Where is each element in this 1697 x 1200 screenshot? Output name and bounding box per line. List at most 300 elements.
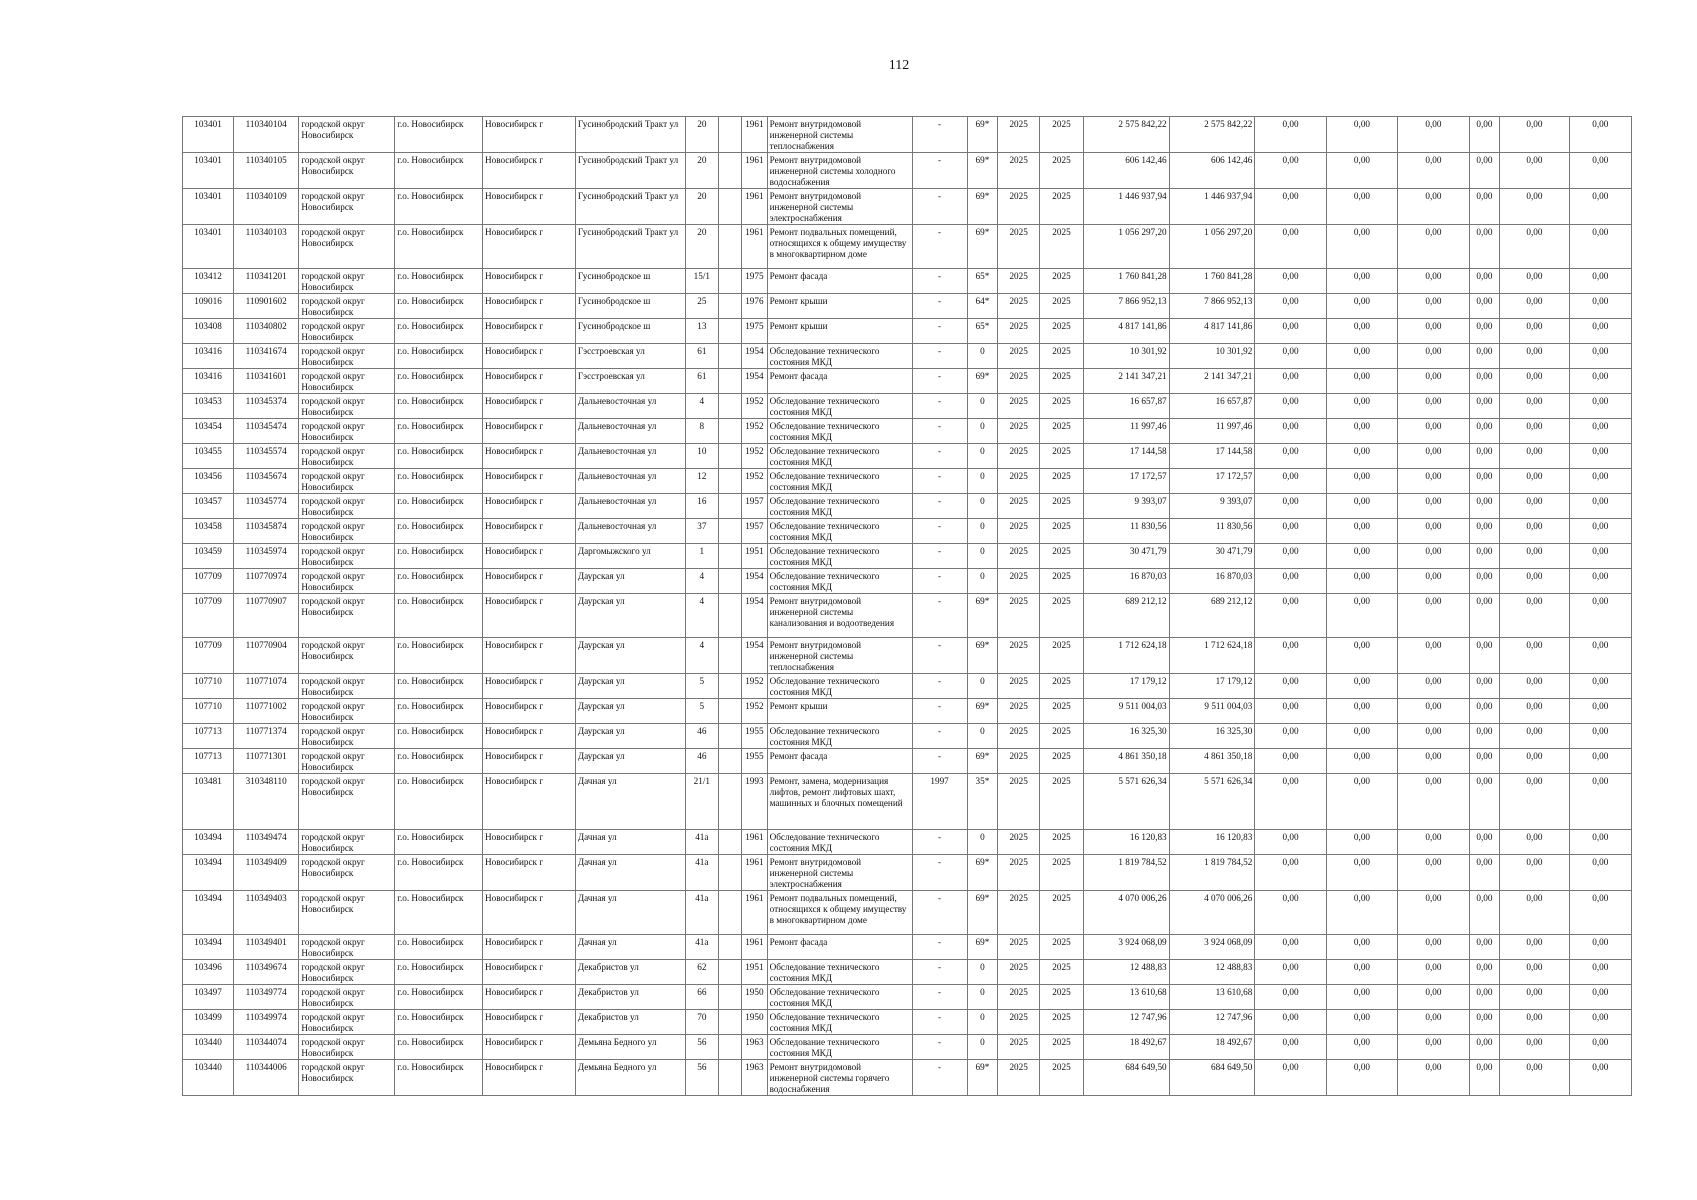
cell-id: 103454 [183, 419, 234, 444]
cell-value-3: 0,00 [1398, 225, 1469, 269]
cell-building [718, 855, 741, 891]
cell-value-1: 0,00 [1255, 960, 1326, 985]
cell-urban-okrug: г.о. Новосибирск [395, 394, 483, 419]
cell-build-year: 1961 [742, 189, 768, 225]
cell-work-type: Ремонт крыши [767, 294, 912, 319]
cell-urban-okrug: г.о. Новосибирск [395, 774, 483, 830]
table-row [183, 985, 1632, 1010]
cell-urban-okrug: г.о. Новосибирск [395, 749, 483, 774]
cell-value-3: 0,00 [1398, 1010, 1469, 1035]
cell-plan-year-end: 2025 [1040, 469, 1084, 494]
cell-house-number: 41а [686, 891, 719, 935]
cell-value-1: 0,00 [1255, 855, 1326, 891]
cell-house-number: 4 [686, 594, 719, 638]
cell-value-3: 0,00 [1398, 469, 1469, 494]
cell-work-type: Обследование технического состояния МКД [767, 419, 912, 444]
cell-settlement: Новосибирск г [482, 830, 575, 855]
table-row [183, 1010, 1632, 1035]
cell-value-2: 0,00 [1326, 544, 1397, 569]
cell-house-number: 37 [686, 519, 719, 544]
cell-building [718, 225, 741, 269]
cell-value-5: 0,00 [1500, 444, 1569, 469]
cell-value-1: 0,00 [1255, 891, 1326, 935]
cell-urban-okrug: г.о. Новосибирск [395, 117, 483, 153]
cell-value-2: 0,00 [1326, 1060, 1397, 1096]
cell-value-4: 0,00 [1469, 1060, 1500, 1096]
cell-last-repair-year: - [912, 891, 967, 935]
cell-urban-okrug: г.о. Новосибирск [395, 444, 483, 469]
cell-wear-percent: 69* [967, 855, 998, 891]
cell-id: 107713 [183, 749, 234, 774]
cell-code: 110771301 [234, 749, 299, 774]
cell-municipal-district: городской округ Новосибирск [299, 117, 395, 153]
cell-building [718, 830, 741, 855]
cell-value-6: 0,00 [1569, 985, 1631, 1010]
cell-value-6: 0,00 [1569, 494, 1631, 519]
cell-plan-year-start: 2025 [998, 830, 1040, 855]
cell-last-repair-year: - [912, 1035, 967, 1060]
cell-total-cost: 12 488,83 [1083, 960, 1169, 985]
cell-building [718, 494, 741, 519]
cell-urban-okrug: г.о. Новосибирск [395, 935, 483, 960]
cell-work-type: Ремонт фасада [767, 269, 912, 294]
cell-build-year: 1961 [742, 225, 768, 269]
cell-urban-okrug: г.о. Новосибирск [395, 699, 483, 724]
cell-last-repair-year: - [912, 1060, 967, 1096]
table-row [183, 960, 1632, 985]
cell-value-6: 0,00 [1569, 699, 1631, 724]
cell-value-1: 0,00 [1255, 594, 1326, 638]
cell-value-4: 0,00 [1469, 225, 1500, 269]
table-row [183, 344, 1632, 369]
cell-value-3: 0,00 [1398, 269, 1469, 294]
cell-plan-year-start: 2025 [998, 891, 1040, 935]
cell-wear-percent: 0 [967, 544, 998, 569]
cell-settlement: Новосибирск г [482, 319, 575, 344]
cell-building [718, 749, 741, 774]
cell-wear-percent: 0 [967, 830, 998, 855]
cell-id: 103494 [183, 891, 234, 935]
cell-value-3: 0,00 [1398, 519, 1469, 544]
table-row [183, 674, 1632, 699]
cell-wear-percent: 0 [967, 960, 998, 985]
cell-code: 110349674 [234, 960, 299, 985]
cell-urban-okrug: г.о. Новосибирск [395, 1060, 483, 1096]
cell-id: 103457 [183, 494, 234, 519]
cell-value-1: 0,00 [1255, 638, 1326, 674]
cell-value-4: 0,00 [1469, 638, 1500, 674]
cell-value-2: 0,00 [1326, 960, 1397, 985]
cell-build-year: 1952 [742, 444, 768, 469]
table-row [183, 117, 1632, 153]
cell-code: 110340104 [234, 117, 299, 153]
cell-last-repair-year: - [912, 294, 967, 319]
cell-build-year: 1993 [742, 774, 768, 830]
cell-building [718, 153, 741, 189]
cell-fund-cost: 1 760 841,28 [1169, 269, 1255, 294]
cell-id: 103499 [183, 1010, 234, 1035]
cell-urban-okrug: г.о. Новосибирск [395, 544, 483, 569]
cell-code: 110345574 [234, 444, 299, 469]
cell-street: Гусинобродское ш [575, 269, 685, 294]
cell-urban-okrug: г.о. Новосибирск [395, 724, 483, 749]
cell-build-year: 1976 [742, 294, 768, 319]
table-row [183, 544, 1632, 569]
cell-value-2: 0,00 [1326, 153, 1397, 189]
cell-value-1: 0,00 [1255, 1010, 1326, 1035]
cell-wear-percent: 69* [967, 369, 998, 394]
cell-plan-year-start: 2025 [998, 189, 1040, 225]
cell-value-3: 0,00 [1398, 699, 1469, 724]
cell-value-1: 0,00 [1255, 985, 1326, 1010]
cell-value-6: 0,00 [1569, 594, 1631, 638]
cell-building [718, 419, 741, 444]
cell-wear-percent: 69* [967, 594, 998, 638]
cell-code: 110349774 [234, 985, 299, 1010]
cell-wear-percent: 69* [967, 638, 998, 674]
cell-building [718, 544, 741, 569]
cell-build-year: 1954 [742, 369, 768, 394]
cell-code: 110341601 [234, 369, 299, 394]
cell-street: Даурская ул [575, 674, 685, 699]
cell-house-number: 21/1 [686, 774, 719, 830]
cell-settlement: Новосибирск г [482, 189, 575, 225]
cell-value-2: 0,00 [1326, 225, 1397, 269]
cell-plan-year-end: 2025 [1040, 269, 1084, 294]
page-number: 112 [888, 58, 910, 73]
cell-house-number: 41а [686, 830, 719, 855]
cell-value-1: 0,00 [1255, 294, 1326, 319]
cell-code: 110771374 [234, 724, 299, 749]
cell-urban-okrug: г.о. Новосибирск [395, 674, 483, 699]
cell-value-1: 0,00 [1255, 774, 1326, 830]
cell-work-type: Ремонт внутридомовой инженерной системы электроснабжения [767, 189, 912, 225]
cell-build-year: 1954 [742, 569, 768, 594]
cell-street: Даурская ул [575, 699, 685, 724]
cell-value-2: 0,00 [1326, 594, 1397, 638]
cell-id: 103456 [183, 469, 234, 494]
cell-total-cost: 17 144,58 [1083, 444, 1169, 469]
cell-value-2: 0,00 [1326, 419, 1397, 444]
cell-value-6: 0,00 [1569, 294, 1631, 319]
table-row [183, 189, 1632, 225]
cell-build-year: 1954 [742, 594, 768, 638]
cell-value-6: 0,00 [1569, 1010, 1631, 1035]
cell-id: 107709 [183, 569, 234, 594]
cell-code: 110345974 [234, 544, 299, 569]
cell-id: 103412 [183, 269, 234, 294]
cell-settlement: Новосибирск г [482, 344, 575, 369]
cell-value-4: 0,00 [1469, 830, 1500, 855]
cell-total-cost: 10 301,92 [1083, 344, 1169, 369]
cell-id: 103440 [183, 1060, 234, 1096]
table-row [183, 935, 1632, 960]
cell-municipal-district: городской округ Новосибирск [299, 935, 395, 960]
cell-settlement: Новосибирск г [482, 1060, 575, 1096]
cell-fund-cost: 3 924 068,09 [1169, 935, 1255, 960]
cell-id: 103401 [183, 153, 234, 189]
cell-plan-year-start: 2025 [998, 855, 1040, 891]
cell-id: 107713 [183, 724, 234, 749]
cell-id: 103497 [183, 985, 234, 1010]
cell-plan-year-start: 2025 [998, 294, 1040, 319]
cell-fund-cost: 689 212,12 [1169, 594, 1255, 638]
cell-last-repair-year: - [912, 494, 967, 519]
cell-value-6: 0,00 [1569, 153, 1631, 189]
table-row [183, 749, 1632, 774]
cell-code: 110349474 [234, 830, 299, 855]
cell-value-1: 0,00 [1255, 469, 1326, 494]
cell-value-4: 0,00 [1469, 444, 1500, 469]
cell-house-number: 20 [686, 189, 719, 225]
cell-value-4: 0,00 [1469, 724, 1500, 749]
cell-municipal-district: городской округ Новосибирск [299, 749, 395, 774]
cell-house-number: 46 [686, 749, 719, 774]
cell-house-number: 4 [686, 638, 719, 674]
cell-id: 103494 [183, 855, 234, 891]
cell-street: Дачная ул [575, 891, 685, 935]
cell-value-6: 0,00 [1569, 855, 1631, 891]
cell-value-6: 0,00 [1569, 544, 1631, 569]
cell-urban-okrug: г.о. Новосибирск [395, 225, 483, 269]
cell-total-cost: 4 861 350,18 [1083, 749, 1169, 774]
cell-fund-cost: 606 142,46 [1169, 153, 1255, 189]
cell-plan-year-end: 2025 [1040, 544, 1084, 569]
cell-value-3: 0,00 [1398, 117, 1469, 153]
cell-plan-year-start: 2025 [998, 1035, 1040, 1060]
cell-build-year: 1952 [742, 469, 768, 494]
cell-last-repair-year: - [912, 830, 967, 855]
cell-settlement: Новосибирск г [482, 225, 575, 269]
cell-build-year: 1952 [742, 674, 768, 699]
cell-settlement: Новосибирск г [482, 269, 575, 294]
cell-plan-year-end: 2025 [1040, 344, 1084, 369]
cell-code: 110771002 [234, 699, 299, 724]
cell-total-cost: 1 446 937,94 [1083, 189, 1169, 225]
cell-value-6: 0,00 [1569, 117, 1631, 153]
cell-settlement: Новосибирск г [482, 444, 575, 469]
cell-urban-okrug: г.о. Новосибирск [395, 369, 483, 394]
table-row [183, 444, 1632, 469]
cell-build-year: 1954 [742, 344, 768, 369]
cell-value-5: 0,00 [1500, 891, 1569, 935]
cell-urban-okrug: г.о. Новосибирск [395, 830, 483, 855]
cell-id: 103494 [183, 935, 234, 960]
cell-urban-okrug: г.о. Новосибирск [395, 153, 483, 189]
cell-value-2: 0,00 [1326, 469, 1397, 494]
cell-plan-year-start: 2025 [998, 494, 1040, 519]
cell-fund-cost: 1 819 784,52 [1169, 855, 1255, 891]
cell-street: Даурская ул [575, 638, 685, 674]
cell-value-5: 0,00 [1500, 494, 1569, 519]
cell-value-4: 0,00 [1469, 269, 1500, 294]
cell-municipal-district: городской округ Новосибирск [299, 494, 395, 519]
cell-value-6: 0,00 [1569, 1060, 1631, 1096]
cell-fund-cost: 9 511 004,03 [1169, 699, 1255, 724]
cell-value-4: 0,00 [1469, 594, 1500, 638]
cell-value-5: 0,00 [1500, 724, 1569, 749]
cell-municipal-district: городской округ Новосибирск [299, 469, 395, 494]
cell-total-cost: 3 924 068,09 [1083, 935, 1169, 960]
cell-last-repair-year: - [912, 960, 967, 985]
cell-urban-okrug: г.о. Новосибирск [395, 891, 483, 935]
cell-building [718, 189, 741, 225]
cell-last-repair-year: - [912, 569, 967, 594]
cell-value-6: 0,00 [1569, 319, 1631, 344]
cell-value-6: 0,00 [1569, 189, 1631, 225]
cell-value-1: 0,00 [1255, 569, 1326, 594]
cell-building [718, 519, 741, 544]
cell-value-6: 0,00 [1569, 444, 1631, 469]
cell-value-5: 0,00 [1500, 225, 1569, 269]
cell-settlement: Новосибирск г [482, 519, 575, 544]
cell-code: 110771074 [234, 674, 299, 699]
table-row [183, 724, 1632, 749]
cell-street: Гусинобродский Тракт ул [575, 117, 685, 153]
cell-settlement: Новосибирск г [482, 674, 575, 699]
cell-fund-cost: 1 446 937,94 [1169, 189, 1255, 225]
cell-wear-percent: 69* [967, 117, 998, 153]
cell-work-type: Ремонт крыши [767, 699, 912, 724]
cell-street: Дачная ул [575, 935, 685, 960]
cell-value-5: 0,00 [1500, 294, 1569, 319]
cell-value-1: 0,00 [1255, 699, 1326, 724]
cell-municipal-district: городской округ Новосибирск [299, 1010, 395, 1035]
cell-plan-year-start: 2025 [998, 344, 1040, 369]
cell-work-type: Обследование технического состояния МКД [767, 444, 912, 469]
cell-total-cost: 4 817 141,86 [1083, 319, 1169, 344]
cell-value-5: 0,00 [1500, 1060, 1569, 1096]
cell-value-1: 0,00 [1255, 419, 1326, 444]
cell-plan-year-start: 2025 [998, 569, 1040, 594]
cell-building [718, 394, 741, 419]
cell-street: Дальневосточная ул [575, 419, 685, 444]
cell-municipal-district: городской округ Новосибирск [299, 774, 395, 830]
cell-municipal-district: городской округ Новосибирск [299, 153, 395, 189]
cell-value-5: 0,00 [1500, 569, 1569, 594]
cell-municipal-district: городской округ Новосибирск [299, 544, 395, 569]
cell-total-cost: 17 179,12 [1083, 674, 1169, 699]
cell-id: 103401 [183, 117, 234, 153]
cell-house-number: 8 [686, 419, 719, 444]
cell-total-cost: 16 120,83 [1083, 830, 1169, 855]
cell-work-type: Обследование технического состояния МКД [767, 830, 912, 855]
cell-wear-percent: 69* [967, 1060, 998, 1096]
cell-value-5: 0,00 [1500, 1010, 1569, 1035]
cell-value-1: 0,00 [1255, 724, 1326, 749]
cell-build-year: 1957 [742, 494, 768, 519]
table-row [183, 519, 1632, 544]
cell-id: 103401 [183, 189, 234, 225]
cell-value-5: 0,00 [1500, 985, 1569, 1010]
cell-code: 110345774 [234, 494, 299, 519]
cell-total-cost: 1 056 297,20 [1083, 225, 1169, 269]
cell-wear-percent: 0 [967, 469, 998, 494]
cell-plan-year-start: 2025 [998, 269, 1040, 294]
cell-fund-cost: 7 866 952,13 [1169, 294, 1255, 319]
cell-value-4: 0,00 [1469, 469, 1500, 494]
cell-fund-cost: 12 747,96 [1169, 1010, 1255, 1035]
cell-last-repair-year: - [912, 544, 967, 569]
table-row [183, 891, 1632, 935]
cell-street: Дальневосточная ул [575, 444, 685, 469]
cell-settlement: Новосибирск г [482, 117, 575, 153]
cell-build-year: 1950 [742, 985, 768, 1010]
cell-street: Демьяна Бедного ул [575, 1035, 685, 1060]
cell-value-6: 0,00 [1569, 774, 1631, 830]
cell-id: 103494 [183, 830, 234, 855]
cell-last-repair-year: - [912, 469, 967, 494]
cell-id: 103453 [183, 394, 234, 419]
cell-municipal-district: городской округ Новосибирск [299, 724, 395, 749]
table-row [183, 369, 1632, 394]
cell-last-repair-year: - [912, 749, 967, 774]
cell-work-type: Обследование технического состояния МКД [767, 960, 912, 985]
cell-code: 110770907 [234, 594, 299, 638]
cell-code: 110349401 [234, 935, 299, 960]
cell-house-number: 62 [686, 960, 719, 985]
cell-value-2: 0,00 [1326, 855, 1397, 891]
cell-value-3: 0,00 [1398, 569, 1469, 594]
cell-plan-year-start: 2025 [998, 519, 1040, 544]
cell-building [718, 891, 741, 935]
cell-house-number: 56 [686, 1060, 719, 1096]
cell-value-3: 0,00 [1398, 419, 1469, 444]
cell-municipal-district: городской округ Новосибирск [299, 269, 395, 294]
cell-municipal-district: городской округ Новосибирск [299, 344, 395, 369]
cell-work-type: Ремонт фасада [767, 369, 912, 394]
cell-settlement: Новосибирск г [482, 1010, 575, 1035]
cell-house-number: 61 [686, 344, 719, 369]
cell-urban-okrug: г.о. Новосибирск [395, 419, 483, 444]
cell-building [718, 344, 741, 369]
cell-building [718, 294, 741, 319]
cell-wear-percent: 0 [967, 724, 998, 749]
cell-value-6: 0,00 [1569, 724, 1631, 749]
cell-value-5: 0,00 [1500, 960, 1569, 985]
cell-fund-cost: 4 817 141,86 [1169, 319, 1255, 344]
cell-value-5: 0,00 [1500, 830, 1569, 855]
cell-urban-okrug: г.о. Новосибирск [395, 960, 483, 985]
cell-value-5: 0,00 [1500, 189, 1569, 225]
cell-last-repair-year: - [912, 189, 967, 225]
cell-value-4: 0,00 [1469, 153, 1500, 189]
cell-plan-year-end: 2025 [1040, 594, 1084, 638]
cell-street: Дальневосточная ул [575, 469, 685, 494]
cell-street: Гусинобродское ш [575, 319, 685, 344]
cell-fund-cost: 16 120,83 [1169, 830, 1255, 855]
cell-work-type: Обследование технического состояния МКД [767, 469, 912, 494]
cell-last-repair-year: - [912, 594, 967, 638]
cell-id: 107709 [183, 594, 234, 638]
cell-value-1: 0,00 [1255, 189, 1326, 225]
cell-code: 110340109 [234, 189, 299, 225]
cell-work-type: Обследование технического состояния МКД [767, 569, 912, 594]
cell-value-4: 0,00 [1469, 855, 1500, 891]
cell-building [718, 444, 741, 469]
cell-fund-cost: 684 649,50 [1169, 1060, 1255, 1096]
cell-plan-year-end: 2025 [1040, 674, 1084, 699]
cell-municipal-district: городской округ Новосибирск [299, 569, 395, 594]
cell-value-2: 0,00 [1326, 935, 1397, 960]
table-row [183, 269, 1632, 294]
cell-value-3: 0,00 [1398, 494, 1469, 519]
cell-last-repair-year: - [912, 699, 967, 724]
cell-wear-percent: 69* [967, 891, 998, 935]
cell-value-5: 0,00 [1500, 269, 1569, 294]
cell-fund-cost: 4 070 006,26 [1169, 891, 1255, 935]
cell-value-6: 0,00 [1569, 269, 1631, 294]
